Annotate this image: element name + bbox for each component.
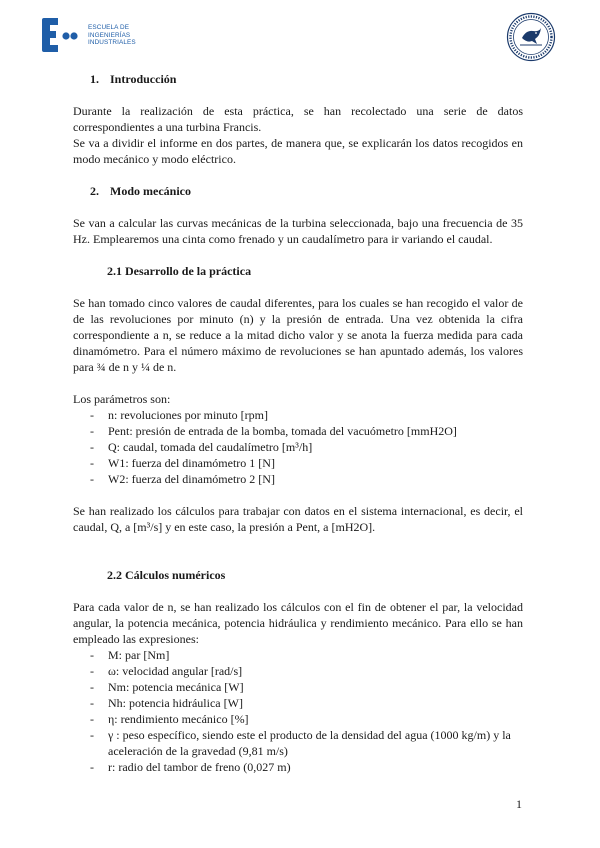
- school-logo-mark-icon: [40, 16, 78, 54]
- params-list: [73, 407, 523, 487]
- page-number: 1: [516, 797, 522, 811]
- list-item: - η: rendimiento mecánico [%]: [90, 712, 249, 726]
- intro-paragraph-2: Se va a dividir el informe en dos partes, de manera que, se explicarán los datos recogidos en modo mecánico y modo eléctrico.: [73, 136, 523, 166]
- list-item: - W1: fuerza del dinamómetro 1 [N]: [90, 456, 275, 470]
- calculos-paragraph: Para cada valor de n, se han realizado los cálculos con el fin de obtener el par, la velocidad angular, la potencia mecánica, potencia hidráulica y rendimiento mecánico. Para ello se han empleado las expresiones:: [73, 600, 523, 646]
- expressions-list: [73, 647, 523, 775]
- section-heading-introduccion: 1. Introducción: [90, 72, 177, 86]
- school-logo-text: ESCUELA DE INGENIERÍAS INDUSTRIALES: [88, 24, 136, 47]
- list-item: - Nh: potencia hidráulica [W]: [90, 696, 243, 710]
- section-heading-modo-mecanico: 2. Modo mecánico: [90, 184, 191, 198]
- list-item: - n: revoluciones por minuto [rpm]: [90, 408, 268, 422]
- list-item: - Nm: potencia mecánica [W]: [90, 680, 244, 694]
- list-item: - γ : peso específico, siendo este el producto de la densidad del agua (1000 kg/m) y la aceleración de la gravedad (9,81 m/s): [90, 728, 511, 758]
- school-logo: [40, 16, 150, 56]
- subsection-heading-desarrollo: 2.1 Desarrollo de la práctica: [107, 264, 252, 278]
- desarrollo-paragraph-1: Se han tomado cinco valores de caudal diferentes, para los cuales se han recogido el valor de de las revoluciones por minuto (n) y la presión de entrada. Una vez obtenida la cifra correspondiente a n, se reduce a la mitad dicho valor y se anota la fuerza medida para cada dinamómetro. Para el número máximo de revoluciones se han apuntado además, los valores para ¾ de n y ¼ de n.: [73, 296, 523, 374]
- document-body: [73, 71, 523, 775]
- list-item: - Q: caudal, tomada del caudalímetro [m³/h]: [90, 440, 313, 454]
- intro-paragraph-1: Durante la realización de esta práctica, se han recolectado una serie de datos correspondientes a una turbina Francis.: [73, 104, 523, 134]
- university-seal-icon: [506, 12, 556, 62]
- modo-mecanico-paragraph: Se van a calcular las curvas mecánicas de la turbina seleccionada, bajo una frecuencia de 35 Hz. Emplearemos una cinta como frenado y un caudalímetro para ir variando el caudal.: [73, 216, 523, 246]
- list-item: - M: par [Nm]: [90, 648, 170, 662]
- params-intro: Los parámetros son:: [73, 392, 171, 406]
- list-item: - Pent: presión de entrada de la bomba, tomada del vacuómetro [mmH2O]: [90, 424, 457, 438]
- list-item: - ω: velocidad angular [rad/s]: [90, 664, 243, 678]
- subsection-heading-calculos: 2.2 Cálculos numéricos: [107, 568, 226, 582]
- list-item: - W2: fuerza del dinamómetro 2 [N]: [90, 472, 275, 486]
- list-item: - r: radio del tambor de freno (0,027 m): [90, 760, 291, 774]
- desarrollo-paragraph-2: Se han realizado los cálculos para trabajar con datos en el sistema internacional, es decir, el caudal, Q, a [m³/s] y en este caso, la presión a Pent, a [mH2O].: [73, 504, 523, 534]
